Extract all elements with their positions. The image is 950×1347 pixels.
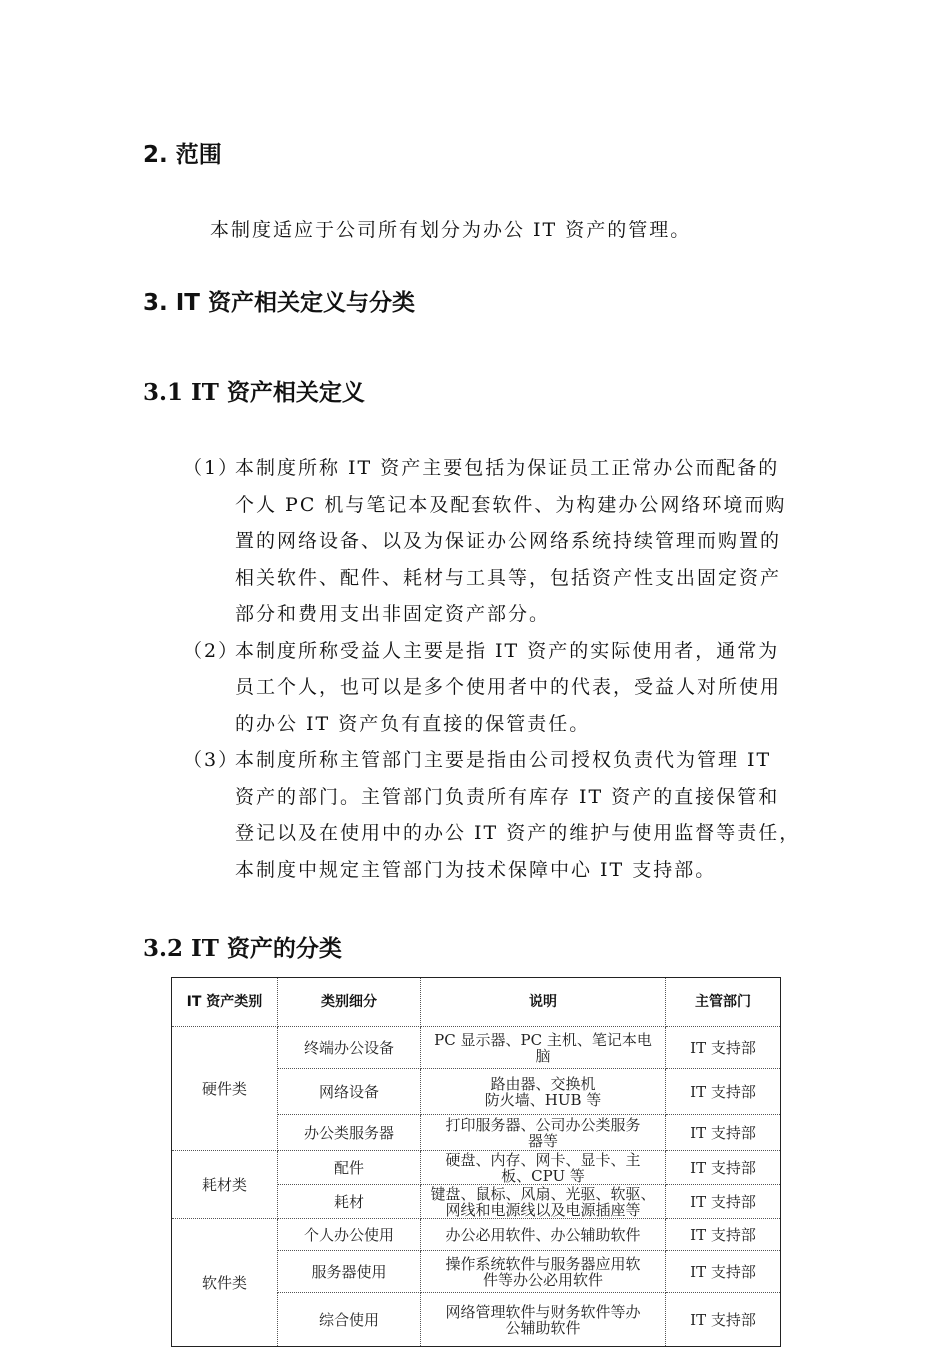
description-cell: 操作系统软件与服务器应用软 件等办公必用软件 [421, 1251, 666, 1293]
category-cell: 硬件类 [172, 1027, 278, 1151]
header-subcategory: 类别细分 [278, 978, 421, 1027]
table-header-row [172, 978, 781, 1027]
department-cell: IT 支持部 [666, 1293, 781, 1347]
definition-line: 资产的部门。主管部门负责所有库存 IT 资产的直接保管和 [235, 785, 780, 808]
section-3-heading: 3. IT 资产相关定义与分类 [143, 290, 416, 316]
section-3-2-heading: 3.2 IT 资产的分类 [143, 935, 342, 962]
definition-line: 部分和费用支出非固定资产部分。 [235, 603, 551, 625]
header-category: IT 资产类别 [172, 978, 278, 1027]
category-cell: 软件类 [172, 1219, 278, 1347]
subcategory-cell: 终端办公设备 [278, 1027, 421, 1069]
department-cell: IT 支持部 [666, 1069, 781, 1115]
header-description: 说明 [421, 978, 666, 1027]
definition-number: （3） [183, 749, 240, 771]
asset-classification-table [171, 977, 781, 1347]
definition-line: 相关软件、配件、耗材与工具等，包括资产性支出固定资产 [235, 566, 782, 589]
subcategory-cell: 办公类服务器 [278, 1115, 421, 1151]
subcategory-cell: 配件 [278, 1151, 421, 1185]
description-cell: 网络管理软件与财务软件等办 公辅助软件 [421, 1293, 666, 1347]
definition-line: 本制度所称主管部门主要是指由公司授权负责代为管理 IT [235, 749, 772, 771]
table-row [172, 1151, 781, 1185]
subcategory-cell: 网络设备 [278, 1069, 421, 1115]
definition-line: 员工个人，也可以是多个使用者中的代表，受益人对所使用 [235, 676, 782, 698]
table-row [172, 1219, 781, 1251]
description-cell: 办公必用软件、办公辅助软件 [421, 1219, 666, 1251]
subcategory-cell: 耗材 [278, 1185, 421, 1219]
header-department: 主管部门 [666, 978, 781, 1027]
section-2-body: 本制度适应于公司所有划分为办公 IT 资产的管理。 [210, 219, 692, 241]
description-cell: PC 显示器、PC 主机、笔记本电 脑 [421, 1027, 666, 1069]
table-row [172, 1027, 781, 1069]
department-cell: IT 支持部 [666, 1185, 781, 1219]
definition-line: 本制度所称受益人主要是指 IT 资产的实际使用者，通常为 [235, 639, 780, 662]
department-cell: IT 支持部 [666, 1151, 781, 1185]
definition-item-1 [183, 450, 833, 633]
description-cell: 硬盘、内存、网卡、显卡、主 板、CPU 等 [421, 1151, 666, 1185]
department-cell: IT 支持部 [666, 1115, 781, 1151]
definition-item-3 [183, 742, 833, 888]
definition-line: 登记以及在使用中的办公 IT 资产的维护与使用监督等责任， [235, 822, 801, 844]
subcategory-cell: 服务器使用 [278, 1251, 421, 1293]
section-2-heading: 2. 范围 [143, 142, 222, 168]
subcategory-cell: 个人办公使用 [278, 1219, 421, 1251]
department-cell: IT 支持部 [666, 1027, 781, 1069]
definition-number: （2） [183, 639, 240, 662]
definition-line: 本制度所称 IT 资产主要包括为保证员工正常办公而配备的 [235, 457, 780, 479]
description-cell: 键盘、鼠标、风扇、光驱、软驱、 网线和电源线以及电源插座等 [421, 1185, 666, 1219]
definition-list [183, 450, 833, 888]
definition-number: （1） [183, 457, 240, 479]
definition-line: 的办公 IT 资产负有直接的保管责任。 [235, 712, 591, 735]
definition-line: 个人 PC 机与笔记本及配套软件、为构建办公网络环境而购 [235, 493, 787, 516]
definition-line: 本制度中规定主管部门为技术保障中心 IT 支持部。 [235, 858, 717, 881]
category-cell: 耗材类 [172, 1151, 278, 1219]
definition-item-2 [183, 633, 833, 743]
description-cell: 打印服务器、公司办公类服务 器等 [421, 1115, 666, 1151]
department-cell: IT 支持部 [666, 1251, 781, 1293]
subcategory-cell: 综合使用 [278, 1293, 421, 1347]
definition-line: 置的网络设备、以及为保证办公网络系统持续管理而购置的 [235, 530, 782, 552]
description-cell: 路由器、交换机 防火墙、HUB 等 [421, 1069, 666, 1115]
section-3-1-heading: 3.1 IT 资产相关定义 [143, 379, 365, 406]
department-cell: IT 支持部 [666, 1219, 781, 1251]
